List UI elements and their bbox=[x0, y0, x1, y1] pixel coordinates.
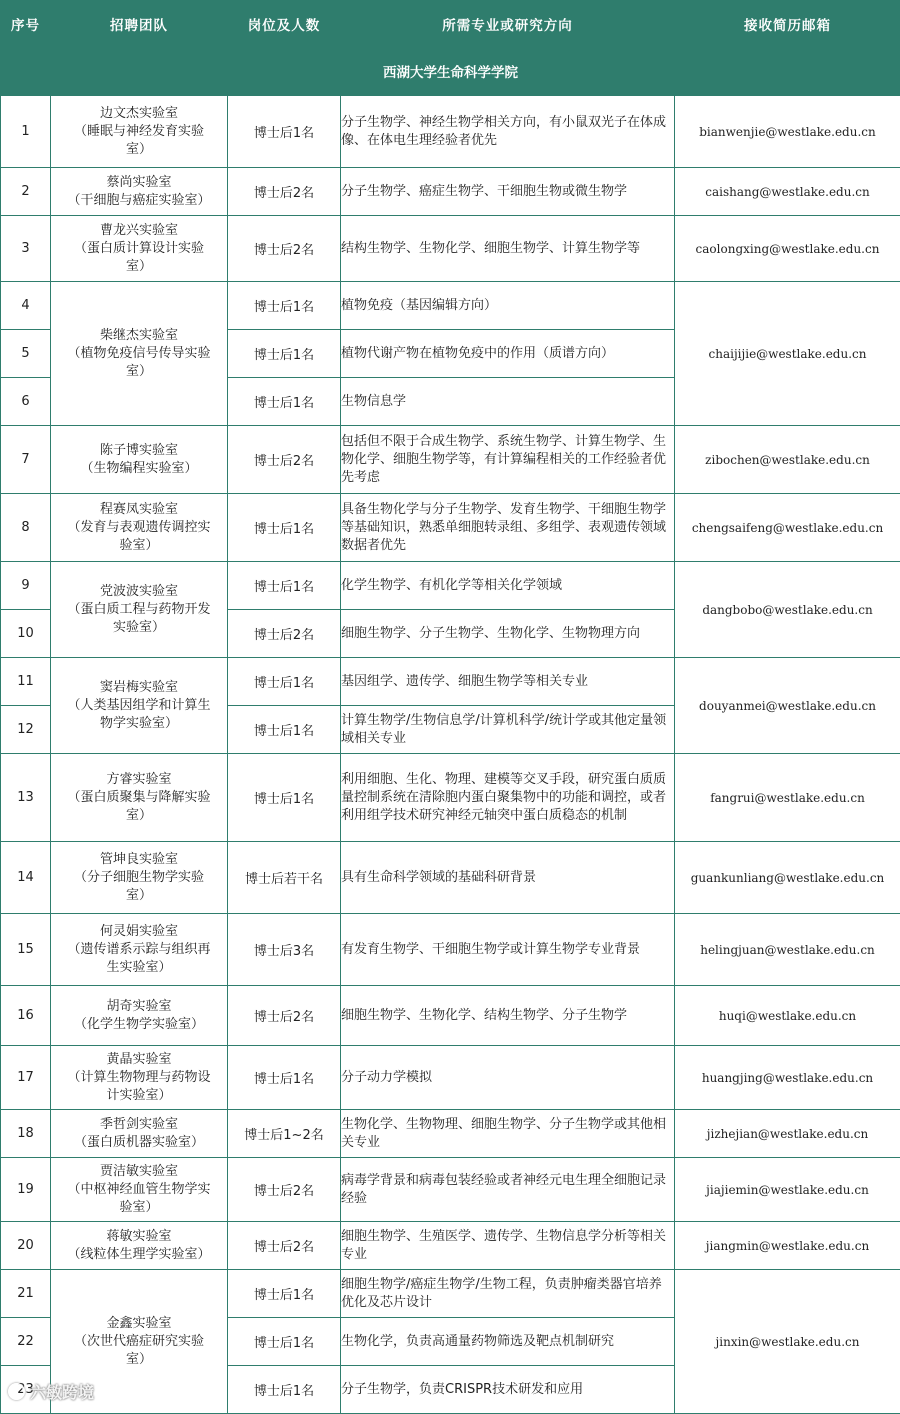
team-line: 边文杰实验室 bbox=[51, 105, 227, 123]
team-line: （分子细胞生物学实验 bbox=[51, 869, 227, 887]
row-index: 2 bbox=[1, 168, 51, 216]
field-cell: 分子生物学、神经生物学相关方向，有小鼠双光子在体成像、在体电生理经验者优先 bbox=[341, 96, 675, 168]
team-line: 室） bbox=[51, 258, 227, 276]
header-email: 接收简历邮箱 bbox=[675, 1, 900, 47]
row-index: 23 bbox=[1, 1366, 51, 1414]
field-cell: 生物信息学 bbox=[341, 378, 675, 426]
team-line: （线粒体生理学实验室） bbox=[51, 1246, 227, 1264]
field-cell: 基因组学、遗传学、细胞生物学等相关专业 bbox=[341, 658, 675, 706]
team-line: 室） bbox=[51, 363, 227, 381]
position-cell: 博士后3名 bbox=[228, 914, 341, 986]
email-cell[interactable]: jinxin@westlake.edu.cn bbox=[675, 1270, 900, 1414]
team-cell bbox=[51, 96, 228, 168]
email-cell[interactable]: caishang@westlake.edu.cn bbox=[675, 168, 900, 216]
field-cell: 化学生物学、有机化学等相关化学领域 bbox=[341, 562, 675, 610]
team-line: （人类基因组学和计算生 bbox=[51, 697, 227, 715]
team-line: （植物免疫信号传导实验 bbox=[51, 345, 227, 363]
row-index: 16 bbox=[1, 986, 51, 1046]
row-index: 12 bbox=[1, 706, 51, 754]
team-line: （蛋白质计算设计实验 bbox=[51, 240, 227, 258]
field-cell: 生物化学，负责高通量药物筛选及靶点机制研究 bbox=[341, 1318, 675, 1366]
team-cell bbox=[51, 426, 228, 494]
field-cell: 结构生物学、生物化学、细胞生物学、计算生物学等 bbox=[341, 216, 675, 282]
header-team: 招聘团队 bbox=[51, 1, 228, 47]
table-row bbox=[1, 1270, 900, 1318]
email-cell[interactable]: fangrui@westlake.edu.cn bbox=[675, 754, 900, 842]
table-row bbox=[1, 658, 900, 706]
row-index: 11 bbox=[1, 658, 51, 706]
team-line: 贾洁敏实验室 bbox=[51, 1163, 227, 1181]
field-cell: 分子生物学、癌症生物学、干细胞生物或微生物学 bbox=[341, 168, 675, 216]
row-index: 1 bbox=[1, 96, 51, 168]
table-row bbox=[1, 1158, 900, 1222]
position-cell: 博士后2名 bbox=[228, 168, 341, 216]
position-cell: 博士后1名 bbox=[228, 282, 341, 330]
team-cell bbox=[51, 986, 228, 1046]
team-cell bbox=[51, 168, 228, 216]
team-line: 黄晶实验室 bbox=[51, 1051, 227, 1069]
team-cell bbox=[51, 216, 228, 282]
row-index: 9 bbox=[1, 562, 51, 610]
team-cell bbox=[51, 494, 228, 562]
team-line: 实验室） bbox=[51, 619, 227, 637]
team-line: 管坤良实验室 bbox=[51, 851, 227, 869]
email-cell[interactable]: zibochen@westlake.edu.cn bbox=[675, 426, 900, 494]
row-index: 8 bbox=[1, 494, 51, 562]
header-index: 序号 bbox=[1, 1, 51, 47]
position-cell: 博士后1名 bbox=[228, 754, 341, 842]
email-cell[interactable]: guankunliang@westlake.edu.cn bbox=[675, 842, 900, 914]
position-cell: 博士后1名 bbox=[228, 96, 341, 168]
team-line: 室） bbox=[51, 1351, 227, 1369]
position-cell: 博士后2名 bbox=[228, 1222, 341, 1270]
team-cell bbox=[51, 1046, 228, 1110]
email-cell[interactable]: jizhejian@westlake.edu.cn bbox=[675, 1110, 900, 1158]
table-row bbox=[1, 1110, 900, 1158]
table-row bbox=[1, 282, 900, 330]
position-cell: 博士后1名 bbox=[228, 1366, 341, 1414]
table-row bbox=[1, 562, 900, 610]
row-index: 17 bbox=[1, 1046, 51, 1110]
field-cell: 利用细胞、生化、物理、建模等交叉手段，研究蛋白质质量控制系统在清除胞内蛋白聚集物中的功能和调控，或者利用组学技术研究神经元轴突中蛋白质稳态的机制 bbox=[341, 754, 675, 842]
team-line: （化学生物学实验室） bbox=[51, 1016, 227, 1034]
row-index: 18 bbox=[1, 1110, 51, 1158]
email-cell[interactable]: huangjing@westlake.edu.cn bbox=[675, 1046, 900, 1110]
team-line: 季哲剑实验室 bbox=[51, 1116, 227, 1134]
team-cell bbox=[51, 754, 228, 842]
position-cell: 博士后2名 bbox=[228, 610, 341, 658]
team-line: （中枢神经血管生物学实 bbox=[51, 1181, 227, 1199]
table-row bbox=[1, 168, 900, 216]
team-line: 胡奇实验室 bbox=[51, 998, 227, 1016]
team-line: 生实验室） bbox=[51, 959, 227, 977]
team-line: 窦岩梅实验室 bbox=[51, 679, 227, 697]
email-cell[interactable]: bianwenjie@westlake.edu.cn bbox=[675, 96, 900, 168]
team-line: （生物编程实验室） bbox=[51, 460, 227, 478]
row-index: 6 bbox=[1, 378, 51, 426]
position-cell: 博士后1名 bbox=[228, 1318, 341, 1366]
watermark-text: 六敏跨境 bbox=[30, 1383, 94, 1402]
field-cell: 具有生命科学领域的基础科研背景 bbox=[341, 842, 675, 914]
email-cell[interactable]: helingjuan@westlake.edu.cn bbox=[675, 914, 900, 986]
table-row bbox=[1, 1222, 900, 1270]
team-line: 蒋敏实验室 bbox=[51, 1228, 227, 1246]
team-cell bbox=[51, 842, 228, 914]
email-cell[interactable]: jiangmin@westlake.edu.cn bbox=[675, 1222, 900, 1270]
team-line: 曹龙兴实验室 bbox=[51, 222, 227, 240]
row-index: 20 bbox=[1, 1222, 51, 1270]
position-cell: 博士后2名 bbox=[228, 1158, 341, 1222]
position-cell: 博士后2名 bbox=[228, 426, 341, 494]
table-row bbox=[1, 986, 900, 1046]
position-cell: 博士后1名 bbox=[228, 330, 341, 378]
row-index: 15 bbox=[1, 914, 51, 986]
team-line: 陈子博实验室 bbox=[51, 442, 227, 460]
field-cell: 细胞生物学、生物化学、结构生物学、分子生物学 bbox=[341, 986, 675, 1046]
row-index: 4 bbox=[1, 282, 51, 330]
team-line: 方睿实验室 bbox=[51, 771, 227, 789]
team-line: （干细胞与癌症实验室） bbox=[51, 192, 227, 210]
row-index: 10 bbox=[1, 610, 51, 658]
table-row bbox=[1, 96, 900, 168]
table-row bbox=[1, 216, 900, 282]
team-line: 验室） bbox=[51, 1199, 227, 1217]
header-position: 岗位及人数 bbox=[228, 1, 341, 47]
team-cell bbox=[51, 282, 228, 426]
team-cell bbox=[51, 658, 228, 754]
field-cell: 植物代谢产物在植物免疫中的作用（质谱方向） bbox=[341, 330, 675, 378]
position-cell: 博士后1~2名 bbox=[228, 1110, 341, 1158]
field-cell: 计算生物学/生物信息学/计算机科学/统计学或其他定量领域相关专业 bbox=[341, 706, 675, 754]
position-cell: 博士后1名 bbox=[228, 658, 341, 706]
header-field: 所需专业或研究方向 bbox=[341, 1, 675, 47]
team-line: 室） bbox=[51, 887, 227, 905]
section-title: 西湖大学生命科学学院 bbox=[1, 47, 900, 96]
team-line: 室） bbox=[51, 141, 227, 159]
field-cell: 细胞生物学、生殖医学、遗传学、生物信息学分析等相关专业 bbox=[341, 1222, 675, 1270]
team-line: 金鑫实验室 bbox=[51, 1315, 227, 1333]
position-cell: 博士后2名 bbox=[228, 216, 341, 282]
table-row bbox=[1, 426, 900, 494]
email-cell[interactable]: douyanmei@westlake.edu.cn bbox=[675, 658, 900, 754]
table-row bbox=[1, 914, 900, 986]
watermark-logo-icon bbox=[8, 1383, 25, 1400]
team-line: （次世代癌症研究实验 bbox=[51, 1333, 227, 1351]
field-cell: 有发育生物学、干细胞生物学或计算生物学专业背景 bbox=[341, 914, 675, 986]
position-cell: 博士后1名 bbox=[228, 1046, 341, 1110]
position-cell: 博士后1名 bbox=[228, 494, 341, 562]
email-cell[interactable]: chengsaifeng@westlake.edu.cn bbox=[675, 494, 900, 562]
team-line: （蛋白质聚集与降解实验 bbox=[51, 789, 227, 807]
field-cell: 分子生物学，负责CRISPR技术研发和应用 bbox=[341, 1366, 675, 1414]
team-line: 党波波实验室 bbox=[51, 583, 227, 601]
team-line: （蛋白质工程与药物开发 bbox=[51, 601, 227, 619]
row-index: 19 bbox=[1, 1158, 51, 1222]
team-line: （遗传谱系示踪与组织再 bbox=[51, 941, 227, 959]
field-cell: 具备生物化学与分子生物学、发育生物学、干细胞生物学等基础知识，熟悉单细胞转录组、多组学、表观遗传领域数据者优先 bbox=[341, 494, 675, 562]
position-cell: 博士后1名 bbox=[228, 1270, 341, 1318]
email-cell[interactable]: jiajiemin@westlake.edu.cn bbox=[675, 1158, 900, 1222]
team-line: 物学实验室） bbox=[51, 715, 227, 733]
team-cell bbox=[51, 562, 228, 658]
team-line: 蔡尚实验室 bbox=[51, 174, 227, 192]
team-cell bbox=[51, 914, 228, 986]
row-index: 21 bbox=[1, 1270, 51, 1318]
field-cell: 生物化学、生物物理、细胞生物学、分子生物学或其他相关专业 bbox=[341, 1110, 675, 1158]
position-cell: 博士后若干名 bbox=[228, 842, 341, 914]
section-row bbox=[1, 47, 900, 96]
row-index: 13 bbox=[1, 754, 51, 842]
team-line: （蛋白质机器实验室） bbox=[51, 1134, 227, 1152]
team-line: （计算生物物理与药物设 bbox=[51, 1069, 227, 1087]
field-cell: 包括但不限于合成生物学、系统生物学、计算生物学、生物化学、细胞生物学等，有计算编程相关的工作经验者优先考虑 bbox=[341, 426, 675, 494]
field-cell: 细胞生物学/癌症生物学/生物工程，负责肿瘤类器官培养优化及芯片设计 bbox=[341, 1270, 675, 1318]
row-index: 5 bbox=[1, 330, 51, 378]
email-cell[interactable]: caolongxing@westlake.edu.cn bbox=[675, 216, 900, 282]
header-row bbox=[1, 1, 900, 47]
position-cell: 博士后1名 bbox=[228, 378, 341, 426]
team-line: 柴继杰实验室 bbox=[51, 327, 227, 345]
position-cell: 博士后2名 bbox=[228, 986, 341, 1046]
row-index: 22 bbox=[1, 1318, 51, 1366]
email-cell[interactable]: chaijijie@westlake.edu.cn bbox=[675, 282, 900, 426]
table-row bbox=[1, 842, 900, 914]
row-index: 3 bbox=[1, 216, 51, 282]
watermark bbox=[8, 1380, 94, 1403]
team-line: 何灵娟实验室 bbox=[51, 923, 227, 941]
position-cell: 博士后1名 bbox=[228, 562, 341, 610]
field-cell: 细胞生物学、分子生物学、生物化学、生物物理方向 bbox=[341, 610, 675, 658]
team-cell bbox=[51, 1158, 228, 1222]
team-line: （发育与表观遗传调控实 bbox=[51, 519, 227, 537]
team-cell bbox=[51, 1222, 228, 1270]
email-cell[interactable]: huqi@westlake.edu.cn bbox=[675, 986, 900, 1046]
table-row bbox=[1, 494, 900, 562]
team-cell bbox=[51, 1110, 228, 1158]
team-line: 验室） bbox=[51, 537, 227, 555]
field-cell: 病毒学背景和病毒包装经验或者神经元电生理全细胞记录经验 bbox=[341, 1158, 675, 1222]
row-index: 14 bbox=[1, 842, 51, 914]
row-index: 7 bbox=[1, 426, 51, 494]
field-cell: 分子动力学模拟 bbox=[341, 1046, 675, 1110]
team-line: 室） bbox=[51, 807, 227, 825]
field-cell: 植物免疫（基因编辑方向） bbox=[341, 282, 675, 330]
team-line: （睡眠与神经发育实验 bbox=[51, 123, 227, 141]
table-row bbox=[1, 754, 900, 842]
team-line: 程赛凤实验室 bbox=[51, 501, 227, 519]
table-row bbox=[1, 1046, 900, 1110]
team-line: 计实验室） bbox=[51, 1087, 227, 1105]
email-cell[interactable]: dangbobo@westlake.edu.cn bbox=[675, 562, 900, 658]
position-cell: 博士后1名 bbox=[228, 706, 341, 754]
